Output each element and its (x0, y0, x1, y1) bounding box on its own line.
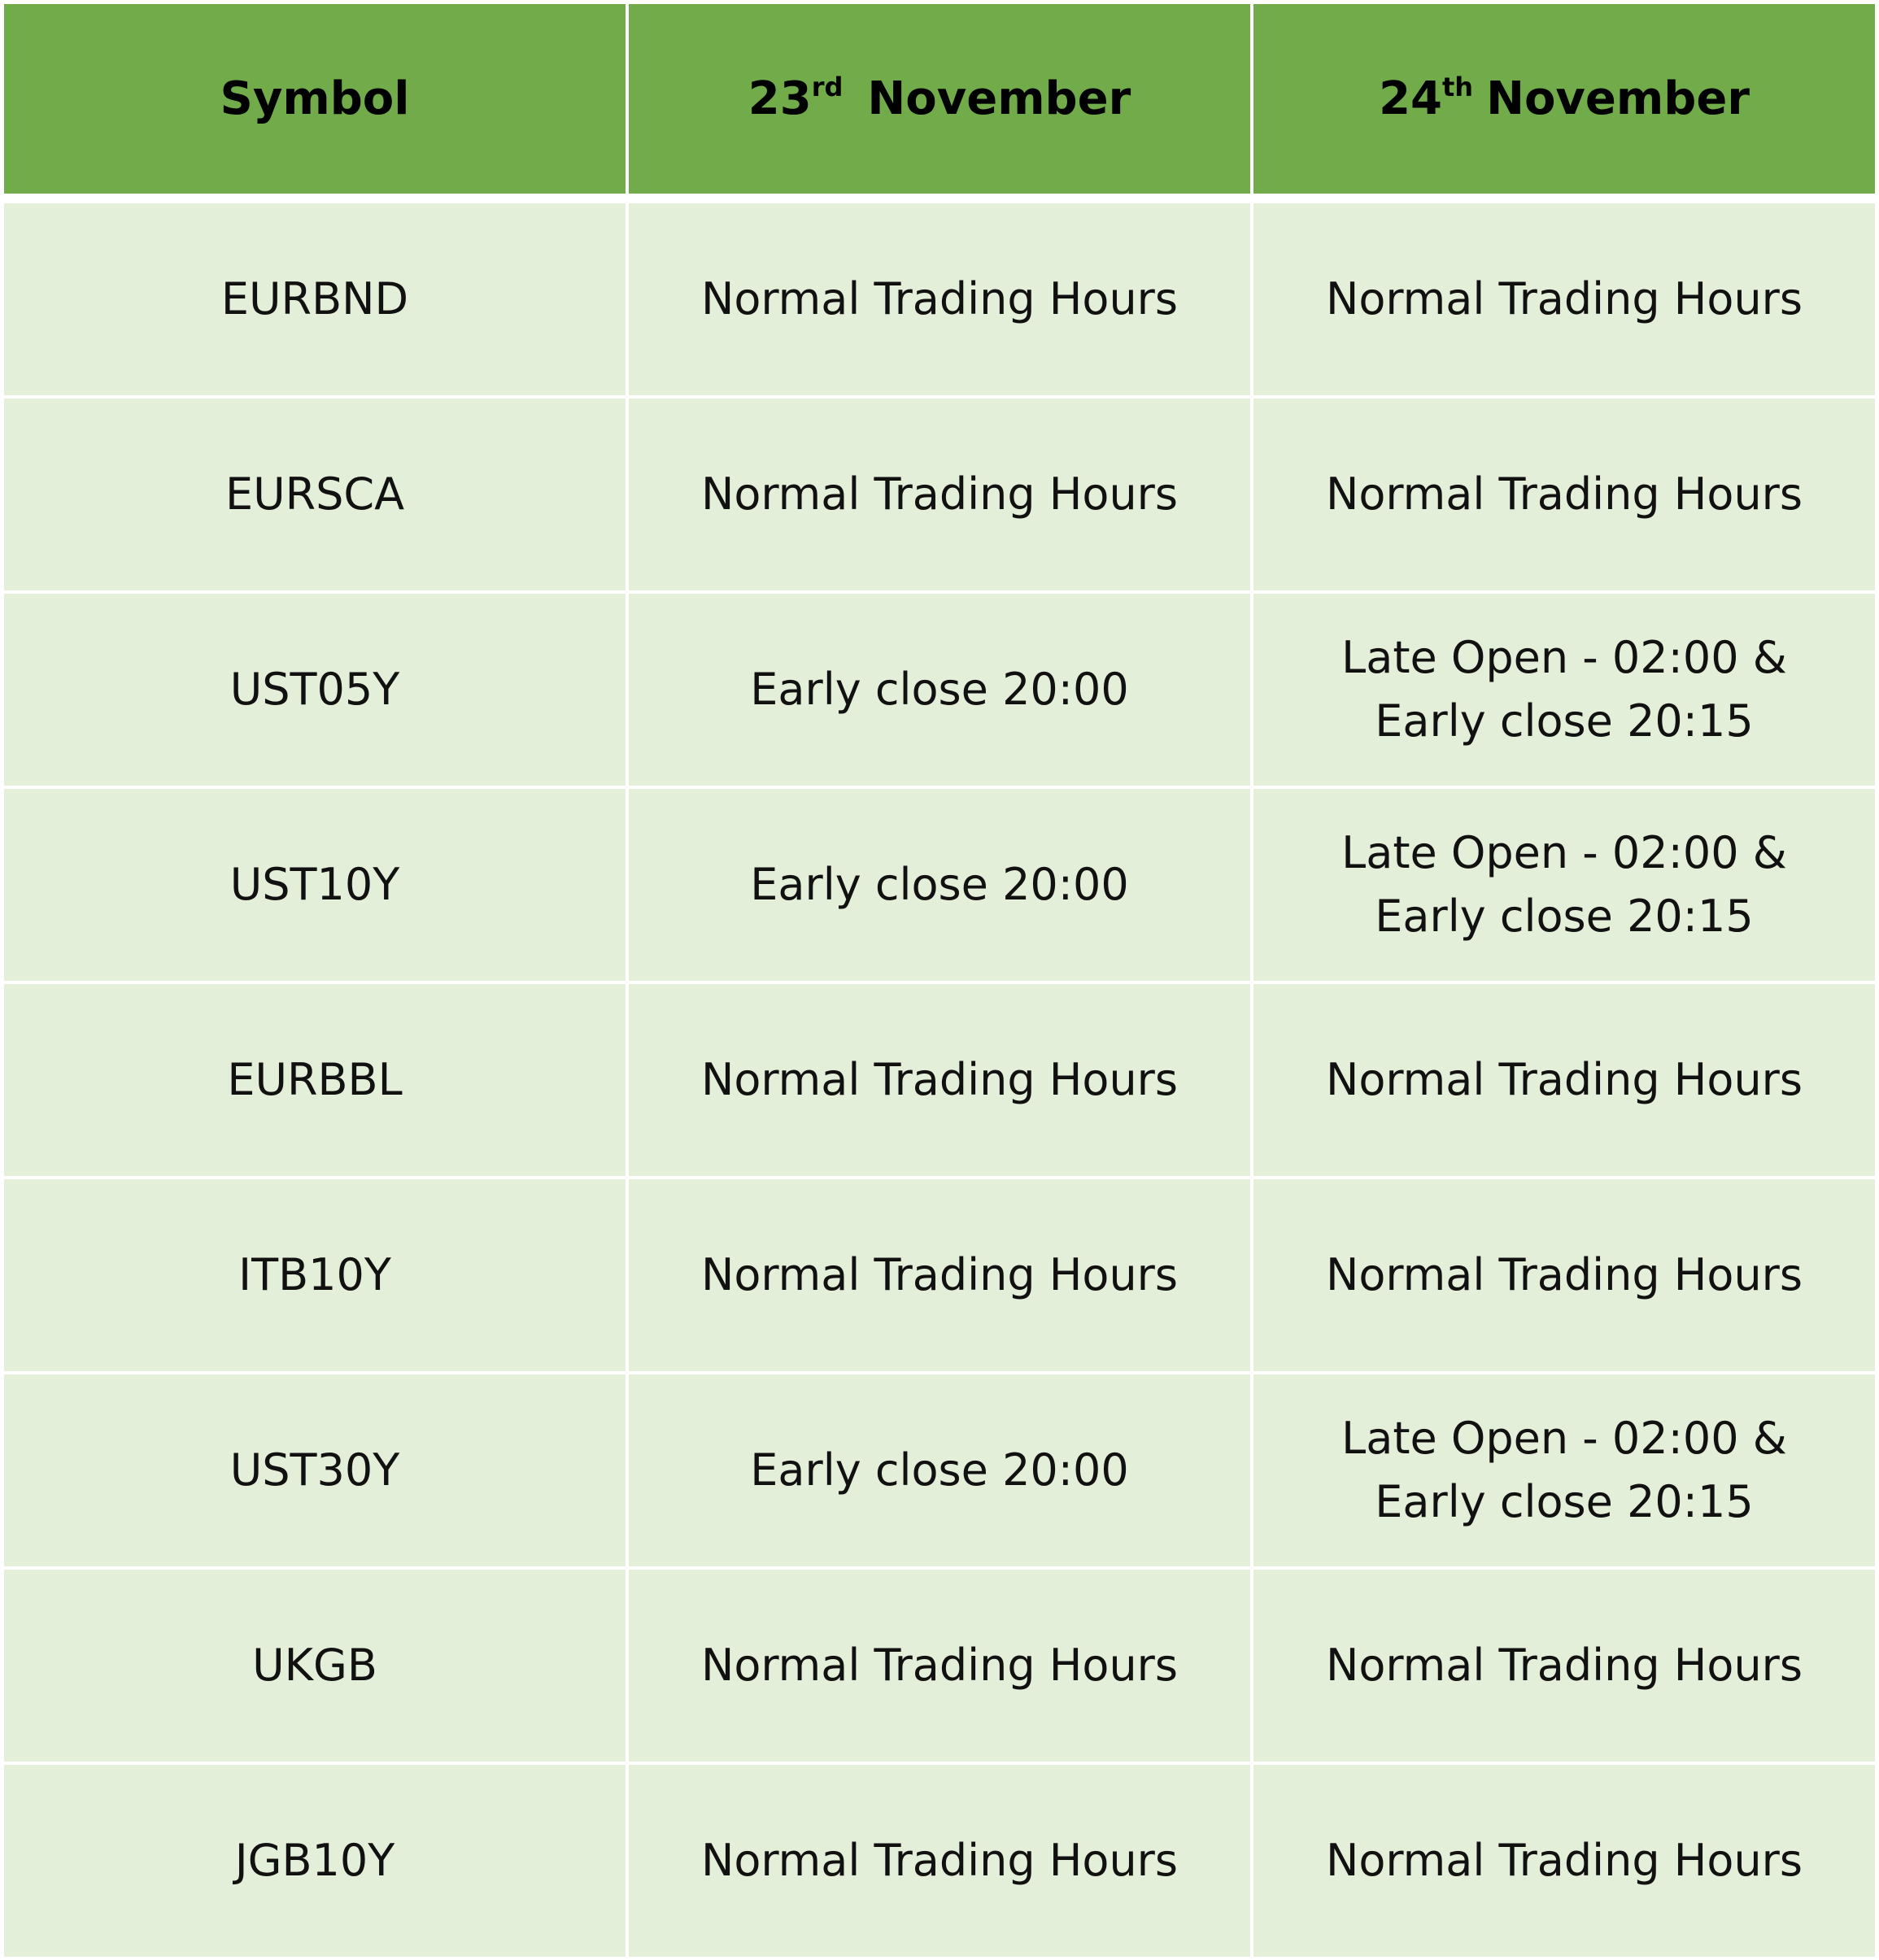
table-row (4, 1765, 1875, 1957)
day1-cell: Early close 20:00 (629, 1374, 1250, 1566)
table-row (4, 594, 1875, 786)
day1-cell: Early close 20:00 (629, 789, 1250, 981)
table-header (4, 4, 1875, 200)
day1-cell: Normal Trading Hours (629, 1179, 1250, 1371)
table-row (4, 1570, 1875, 1762)
day1-cell: Early close 20:00 (629, 594, 1250, 786)
day1-cell: Normal Trading Hours (629, 1570, 1250, 1762)
header-symbol (4, 4, 626, 194)
symbol-cell: UST30Y (4, 1374, 626, 1566)
symbol-cell: UST05Y (4, 594, 626, 786)
table-row (4, 1374, 1875, 1566)
day2-cell: Late Open - 02:00 & Early close 20:15 (1253, 1374, 1875, 1566)
header-day2 (1253, 4, 1875, 194)
table-row (4, 203, 1875, 395)
day1-cell: Normal Trading Hours (629, 1765, 1250, 1957)
header-day2-number: 24 (1379, 72, 1442, 125)
symbol-cell: JGB10Y (4, 1765, 626, 1957)
header-day1-month: November (867, 72, 1131, 125)
day1-cell: Normal Trading Hours (629, 203, 1250, 395)
day2-cell: Normal Trading Hours (1253, 203, 1875, 395)
table-row (4, 984, 1875, 1176)
day2-cell: Late Open - 02:00 & Early close 20:15 (1253, 789, 1875, 981)
header-day1-number: 23 (748, 72, 812, 125)
symbol-cell: EURBND (4, 203, 626, 395)
header-row (4, 4, 1875, 194)
table-row (4, 789, 1875, 981)
table-row (4, 1179, 1875, 1371)
day2-cell: Late Open - 02:00 & Early close 20:15 (1253, 594, 1875, 786)
day2-cell: Normal Trading Hours (1253, 1570, 1875, 1762)
day2-cell: Normal Trading Hours (1253, 1179, 1875, 1371)
header-day1-suffix: rd (811, 72, 844, 102)
symbol-cell: UKGB (4, 1570, 626, 1762)
header-symbol-label: Symbol (220, 72, 410, 125)
day1-cell: Normal Trading Hours (629, 399, 1250, 590)
symbol-cell: ITB10Y (4, 1179, 626, 1371)
symbol-cell: EURBBL (4, 984, 626, 1176)
header-day2-suffix: th (1442, 72, 1474, 102)
header-day1 (629, 4, 1250, 194)
table-row (4, 399, 1875, 590)
day2-cell: Normal Trading Hours (1253, 399, 1875, 590)
header-day2-month: November (1486, 72, 1750, 125)
symbol-cell: EURSCA (4, 399, 626, 590)
table-body (4, 203, 1875, 1957)
day2-cell: Normal Trading Hours (1253, 984, 1875, 1176)
trading-hours-table (1, 1, 1878, 1960)
symbol-cell: UST10Y (4, 789, 626, 981)
day1-cell: Normal Trading Hours (629, 984, 1250, 1176)
day2-cell: Normal Trading Hours (1253, 1765, 1875, 1957)
